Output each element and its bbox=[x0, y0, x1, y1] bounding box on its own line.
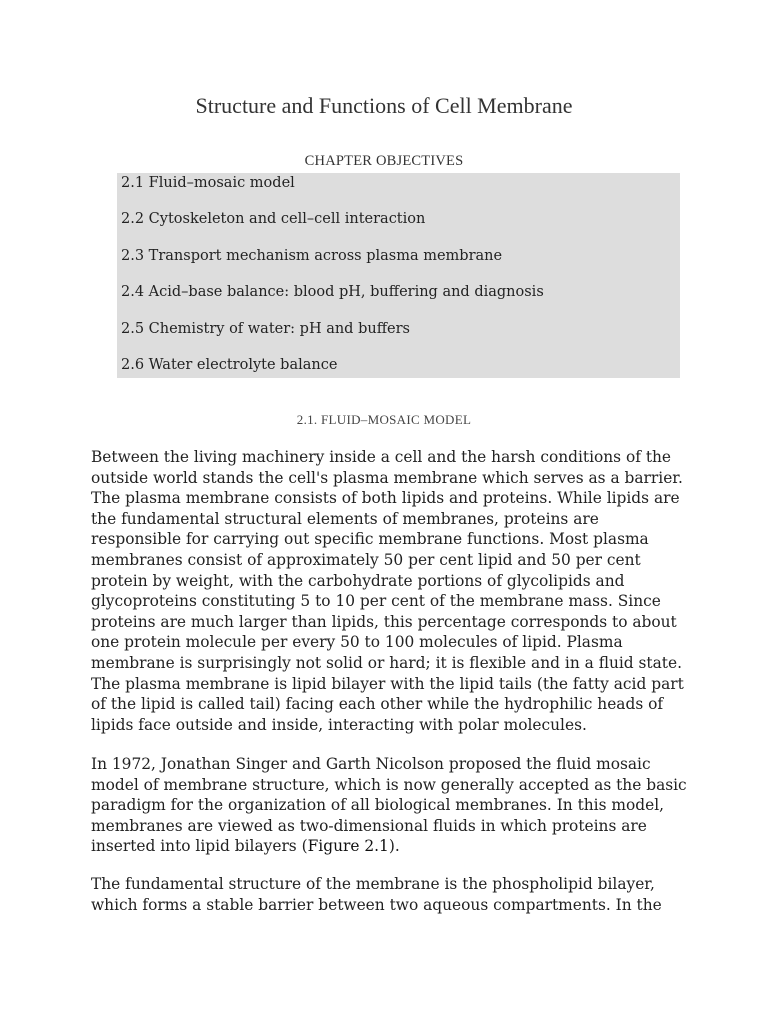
text-line: of the lipid is called tail) facing each other while the hydrophilic heads of bbox=[91, 695, 664, 714]
page-title: Structure and Functions of Cell Membrane bbox=[195, 93, 573, 118]
text-line: The plasma membrane is lipid bilayer with the lipid tails (the fatty acid part bbox=[91, 674, 684, 693]
text-line bbox=[91, 836, 691, 857]
text-line: membranes consist of approximately 50 per cent lipid and 50 per cent bbox=[91, 550, 641, 569]
chapter-objectives-list bbox=[117, 173, 680, 378]
text-line: In 1972, Jonathan Singer and Garth Nicolson proposed the fluid mosaic bbox=[91, 755, 651, 773]
text-line: lipids face outside and inside, interacting with polar molecules. bbox=[91, 715, 587, 734]
objective-item: 2.4 Acid–base balance: blood pH, buffering and diagnosis bbox=[121, 284, 544, 300]
objective-item: 2.2 Cytoskeleton and cell–cell interaction bbox=[121, 211, 426, 227]
text-line: model of membrane structure, which is now generally accepted as the basic bbox=[91, 775, 687, 794]
body-paragraph bbox=[91, 874, 691, 915]
text-line: Between the living machinery inside a cell and the harsh conditions of the bbox=[91, 448, 672, 466]
text-line: paradigm for the organization of all biological membranes. In this model, bbox=[91, 796, 665, 815]
text-line: membranes are viewed as two-dimensional fluids in which proteins are bbox=[91, 816, 647, 835]
figure-reference-link[interactable]: Figure 2.1 bbox=[307, 837, 389, 856]
body-paragraph bbox=[91, 754, 691, 857]
text-line: glycoproteins constituting 5 to 10 per cent of the membrane mass. Since bbox=[91, 592, 661, 611]
text-line: one protein molecule per every 50 to 100 molecules of lipid. Plasma bbox=[91, 633, 623, 652]
objective-item: 2.5 Chemistry of water: pH and buffers bbox=[121, 321, 410, 337]
text-line: protein by weight, with the carbohydrate portions of glycolipids and bbox=[91, 571, 625, 590]
objective-item: 2.3 Transport mechanism across plasma membrane bbox=[121, 248, 503, 264]
text-line: responsible for carrying out specific membrane functions. Most plasma bbox=[91, 530, 649, 549]
objective-item: 2.6 Water electrolyte balance bbox=[121, 357, 338, 373]
text-line: proteins are much larger than lipids, this percentage corresponds to about bbox=[91, 612, 677, 631]
text-line: which forms a stable barrier between two aqueous compartments. In the bbox=[91, 895, 662, 914]
section-heading: 2.1. FLUID–MOSAIC MODEL bbox=[296, 412, 472, 427]
text-fragment: inserted into lipid bilayers ( bbox=[91, 837, 308, 856]
text-line: The fundamental structure of the membrane is the phospholipid bilayer, bbox=[91, 875, 655, 893]
body-paragraph bbox=[91, 447, 691, 735]
chapter-objectives-heading: CHAPTER OBJECTIVES bbox=[304, 153, 464, 169]
text-line: the fundamental structural elements of membranes, proteins are bbox=[91, 509, 599, 528]
text-line: membrane is surprisingly not solid or hard; it is flexible and in a fluid state. bbox=[91, 653, 682, 672]
text-line: outside world stands the cell's plasma membrane which serves as a barrier. bbox=[91, 468, 683, 487]
text-fragment: ). bbox=[388, 837, 400, 856]
objective-item: 2.1 Fluid–mosaic model bbox=[121, 175, 295, 191]
text-line: The plasma membrane consists of both lipids and proteins. While lipids are bbox=[91, 489, 680, 508]
